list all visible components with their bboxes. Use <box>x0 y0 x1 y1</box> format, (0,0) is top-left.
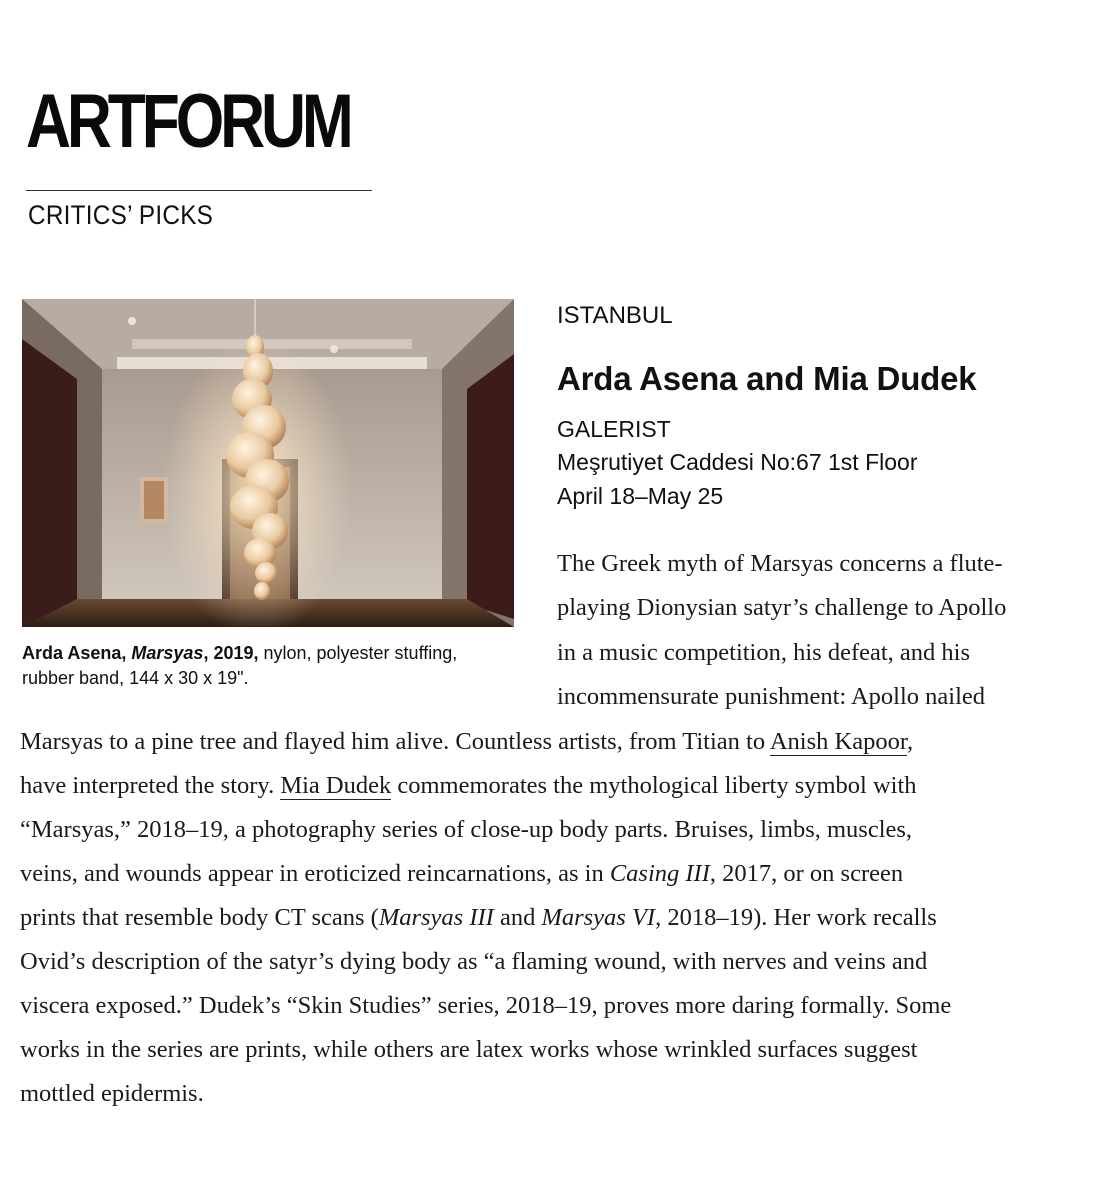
installation-photo <box>22 299 514 627</box>
body-line: viscera exposed.” Dudek’s “Skin Studies” series, 2018–19, proves more daring formally. Some <box>20 992 952 1019</box>
venue-name[interactable]: GALERIST <box>557 416 671 442</box>
artforum-logo[interactable]: ARTFORUM <box>26 79 350 164</box>
body-text: and <box>493 904 542 931</box>
body-line <box>20 852 903 896</box>
work-title-casing-iii: Casing III <box>609 860 710 887</box>
body-text: prints that resemble body CT scans ( <box>20 904 379 931</box>
body-line: works in the series are prints, while others are latex works whose wrinkled surfaces suggest <box>20 1036 918 1063</box>
body-text: have interpreted the story. <box>20 772 281 799</box>
body-text: veins, and wounds appear in eroticized reincarnations, as in <box>20 860 610 887</box>
section-label[interactable]: CRITICS’ PICKS <box>28 200 214 230</box>
work-title-marsyas-vi: Marsyas VI <box>541 904 656 931</box>
body-line: mottled epidermis. <box>20 1080 204 1107</box>
body-text: , 2018–19). Her work recalls <box>655 904 937 931</box>
image-caption <box>22 641 492 691</box>
body-line <box>20 896 937 940</box>
link-mia-dudek[interactable]: Mia Dudek <box>280 772 392 799</box>
body-text: , <box>907 728 914 755</box>
body-text: Marsyas to a pine tree and flayed him alive. Countless artists, from Titian to <box>20 728 770 755</box>
city-label: ISTANBUL <box>557 302 673 329</box>
caption-artist: Arda Asena, <box>22 643 132 663</box>
body-line: Ovid’s description of the satyr’s dying body as “a flaming wound, with nerves and veins and <box>20 948 928 975</box>
exhibition-dates: April 18–May 25 <box>557 483 724 509</box>
body-text: , 2017, or on screen <box>709 860 904 887</box>
work-title-marsyas-iii: Marsyas III <box>378 904 494 931</box>
caption-year: , 2019, <box>203 643 259 663</box>
header-divider <box>26 190 372 191</box>
body-line: playing Dionysian satyr’s challenge to Apollo <box>557 594 1007 621</box>
body-line: The Greek myth of Marsyas concerns a flute- <box>557 550 1003 577</box>
body-line: incommensurate punishment: Apollo nailed <box>557 683 985 710</box>
body-line <box>20 764 917 808</box>
body-line <box>20 720 913 764</box>
caption-work-title: Marsyas <box>131 643 204 663</box>
body-line: “Marsyas,” 2018–19, a photography series of close-up body parts. Bruises, limbs, muscles, <box>20 816 913 843</box>
article-title[interactable]: Arda Asena and Mia Dudek <box>557 360 977 397</box>
body-text: commemorates the mythological liberty symbol with <box>391 772 917 799</box>
venue-address: Meşrutiyet Caddesi No:67 1st Floor <box>557 449 918 475</box>
caption-details: nylon, polyester stuffing, rubber band, 144 x 30 x 19". <box>22 643 458 688</box>
link-anish-kapoor[interactable]: Anish Kapoor <box>769 728 908 755</box>
body-line: in a music competition, his defeat, and his <box>557 639 971 666</box>
